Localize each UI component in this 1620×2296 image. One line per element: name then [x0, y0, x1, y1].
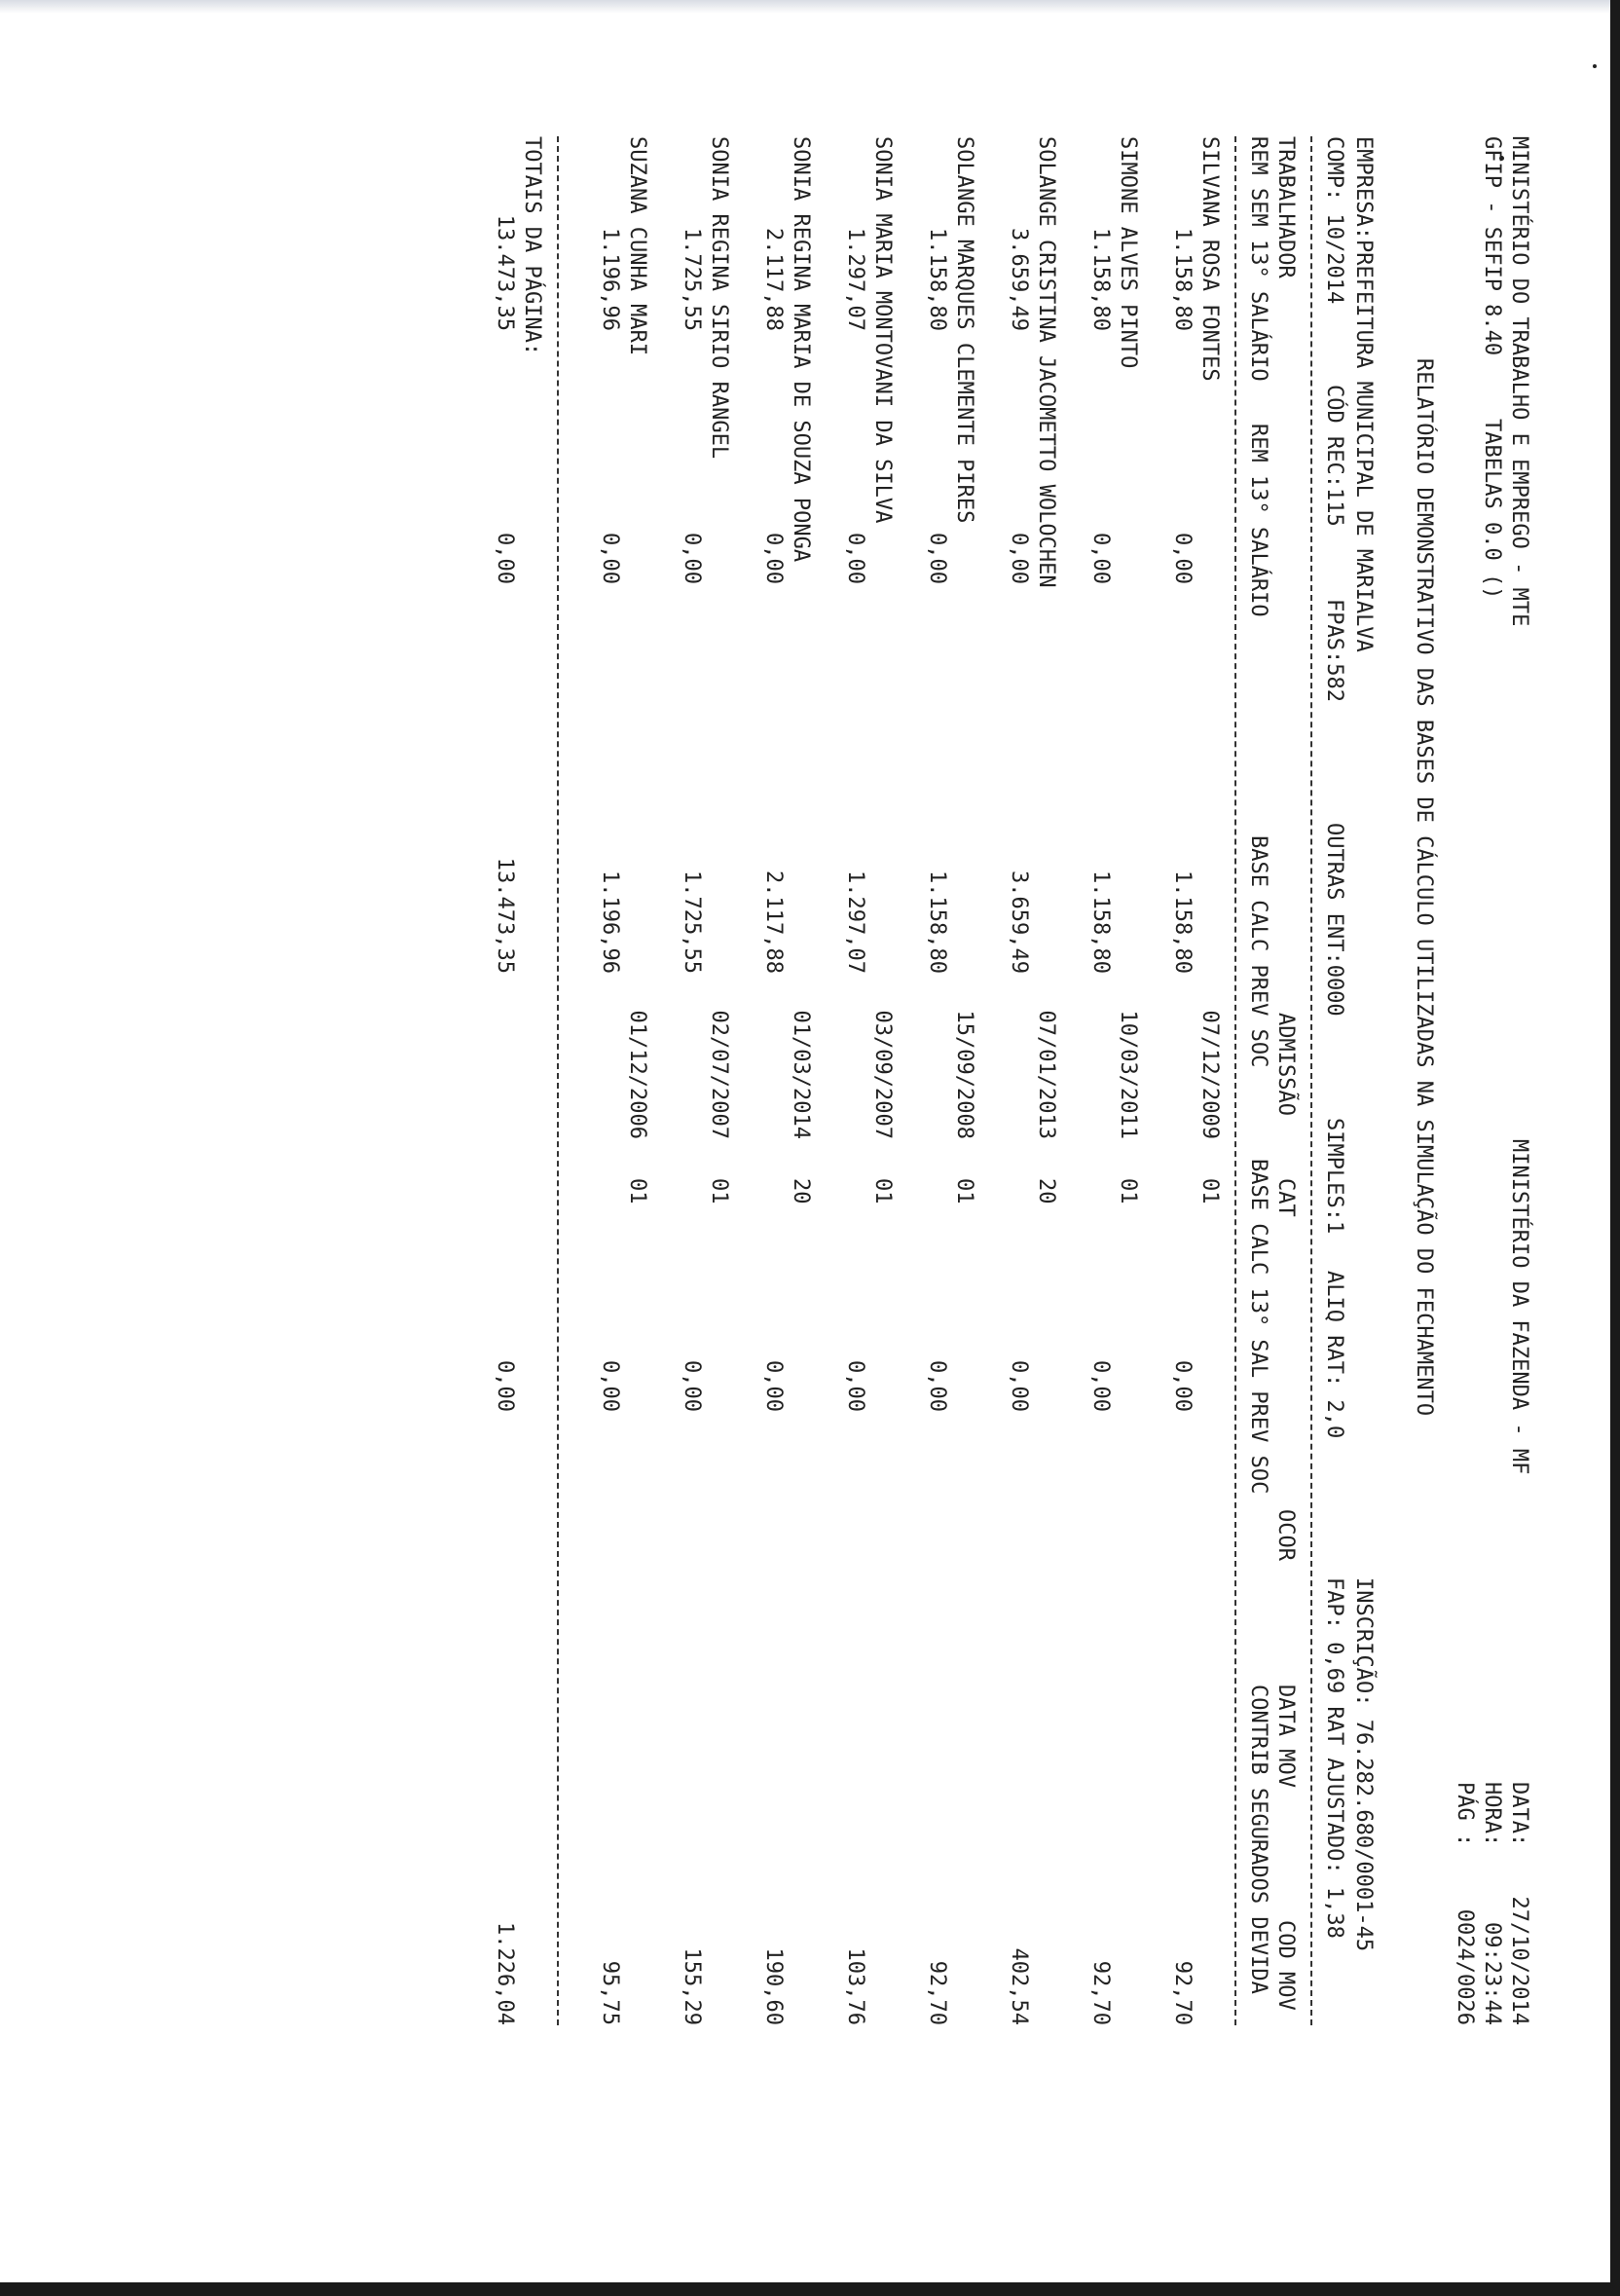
simples: SIMPLES:1 — [1322, 1118, 1346, 1235]
page-label: PÁG : — [1453, 1782, 1477, 1847]
contrib-devida: 190,60 — [761, 1947, 786, 2025]
report-time: 09:23:44 — [1480, 1922, 1504, 2025]
base-calc-prev: 1.725,55 — [680, 870, 704, 974]
admission-date: 01/03/2014 — [789, 1010, 813, 1139]
divider — [1234, 136, 1236, 2025]
fap: FAP: 0,69 RAT AJUSTADO: 1,38 — [1322, 1577, 1346, 1939]
base-calc-13: 0,00 — [598, 1360, 622, 1412]
col-admissao: ADMISSÃO — [1273, 1013, 1298, 1116]
category: 01 — [952, 1178, 976, 1204]
ministry-right: MINISTÉRIO DA FAZENDA - MF — [1507, 1139, 1531, 1475]
rem-13: 0,00 — [1088, 533, 1113, 584]
base-calc-13: 0,00 — [1088, 1360, 1113, 1412]
scan-right-edge — [1610, 0, 1620, 2296]
contrib-devida: 95,75 — [598, 1960, 622, 2025]
base-calc-13: 0,00 — [1170, 1360, 1195, 1412]
rem-13: 0,00 — [680, 533, 704, 584]
contrib-devida: 155,29 — [680, 1947, 704, 2025]
rem-sem-13: 3.659,49 — [1007, 228, 1031, 331]
contrib-devida: 92,70 — [1088, 1960, 1113, 2025]
company-name: EMPRESA:PREFEITURA MUNICIPAL DE MARIALVA — [1351, 136, 1376, 652]
base-calc-prev: 1.196,96 — [598, 870, 622, 974]
contrib-devida: 92,70 — [1170, 1960, 1195, 2025]
rem-sem-13: 2.117,88 — [761, 228, 786, 331]
date-label: DATA: — [1507, 1782, 1531, 1847]
category: 01 — [625, 1178, 649, 1204]
scan-top-edge — [0, 0, 1620, 14]
worker-name: SOLANGE CRISTINA JACOMETTO WOLOCHEN — [1034, 136, 1058, 588]
worker-name: SUZANA CUNHA MARI — [625, 136, 649, 356]
totals-label: TOTAIS DA PÁGINA: — [520, 136, 544, 356]
scan-bottom-edge — [0, 2282, 1620, 2296]
base-calc-13: 0,00 — [761, 1360, 786, 1412]
base-calc-prev: 1.158,80 — [1170, 870, 1195, 974]
rem-sem-13: 1.196,96 — [598, 228, 622, 331]
tables-version: TABELAS 0.0 () — [1480, 419, 1504, 600]
scan-speck — [1593, 64, 1597, 68]
category: 20 — [789, 1178, 813, 1204]
rem-13: 0,00 — [1007, 533, 1031, 584]
rem-13: 0,00 — [1170, 533, 1195, 584]
base-calc-13: 0,00 — [680, 1360, 704, 1412]
rem-13: 0,00 — [598, 533, 622, 584]
outras-ent: OUTRAS ENT:0000 — [1322, 823, 1346, 1017]
category: 01 — [1116, 1178, 1140, 1204]
contrib-devida: 402,54 — [1007, 1947, 1031, 2025]
base-calc-prev: 1.158,80 — [925, 870, 949, 974]
base-calc-13: 0,00 — [843, 1360, 867, 1412]
rem-sem-13: 1.297,07 — [843, 228, 867, 331]
aliq-rat: ALIQ RAT: 2,0 — [1322, 1271, 1346, 1439]
category: 20 — [1034, 1178, 1058, 1204]
col-trabalhador: TRABALHADOR — [1273, 136, 1298, 278]
report-date: 27/10/2014 — [1507, 1896, 1531, 2025]
rem-sem-13: 1.158,80 — [1170, 228, 1195, 331]
ministry-left: MINISTÉRIO DO TRABALHO E EMPREGO - MTE — [1507, 136, 1531, 627]
base-calc-13: 0,00 — [1007, 1360, 1031, 1412]
total-rem-13: 0,00 — [493, 533, 517, 584]
rem-sem-13: 1.158,80 — [1088, 228, 1113, 331]
rem-sem-13: 1.158,80 — [925, 228, 949, 331]
total-rem-sem-13: 13.473,35 — [493, 214, 517, 331]
admission-date: 02/07/2007 — [707, 1010, 731, 1139]
category: 01 — [1197, 1178, 1222, 1204]
comp-period: COMP: 10/2014 — [1322, 136, 1346, 305]
col-contrib: CONTRIB SEGURADOS DEVIDA — [1246, 1685, 1270, 1994]
col-cat: CAT — [1273, 1178, 1298, 1217]
base-calc-prev: 2.117,88 — [761, 870, 786, 974]
company-inscricao: INSCRIÇÃO: 76.282.680/0001-45 — [1351, 1577, 1376, 1952]
report-title: RELATÓRIO DEMONSTRATIVO DAS BASES DE CÁLCULO UTILIZADAS NA SIMULAÇÃO DO FECHAMENTO — [1412, 358, 1436, 1417]
admission-date: 15/09/2008 — [952, 1010, 976, 1139]
category: 01 — [870, 1178, 895, 1204]
system-version: GFIP - SEFIP 8.40 — [1480, 136, 1504, 356]
col-rem-sem-13: REM SEM 13° SALÁRIO — [1246, 136, 1270, 382]
rem-13: 0,00 — [843, 533, 867, 584]
rem-13: 0,00 — [761, 533, 786, 584]
base-calc-13: 0,00 — [925, 1360, 949, 1412]
worker-name: SONIA REGINA MARIA DE SOUZA PONGA — [789, 136, 813, 563]
col-base-calc-13: BASE CALC 13° SAL PREV SOC — [1246, 1159, 1270, 1495]
worker-name: SONIA MARIA MONTOVANI DA SILVA — [870, 136, 895, 524]
admission-date: 01/12/2006 — [625, 1010, 649, 1139]
total-contrib-devida: 1.226,04 — [493, 1922, 517, 2025]
total-base-calc-13: 0,00 — [493, 1360, 517, 1412]
rem-13: 0,00 — [925, 533, 949, 584]
admission-date: 07/01/2013 — [1034, 1010, 1058, 1139]
base-calc-prev: 3.659,49 — [1007, 870, 1031, 974]
worker-name: SOLANGE MARQUES CLEMENTE PIRES — [952, 136, 976, 524]
base-calc-prev: 1.158,80 — [1088, 870, 1113, 974]
base-calc-prev: 1.297,07 — [843, 870, 867, 974]
admission-date: 10/03/2011 — [1116, 1010, 1140, 1139]
contrib-devida: 92,70 — [925, 1960, 949, 2025]
fpas: FPAS:582 — [1322, 599, 1346, 702]
divider — [1310, 136, 1312, 2025]
col-data-mov: DATA MOV — [1273, 1685, 1298, 1788]
admission-date: 03/09/2007 — [870, 1010, 895, 1139]
divider — [557, 136, 559, 2025]
rem-sem-13: 1.725,55 — [680, 228, 704, 331]
admission-date: 07/12/2009 — [1197, 1010, 1222, 1139]
total-base-calc-prev: 13.473,35 — [493, 857, 517, 974]
worker-name: SONIA REGINA SIRIO RANGEL — [707, 136, 731, 460]
worker-name: SILVANA ROSA FONTES — [1197, 136, 1222, 382]
contrib-devida: 103,76 — [843, 1947, 867, 2025]
report-sheet — [364, 136, 1532, 2142]
category: 01 — [707, 1178, 731, 1204]
time-label: HORA: — [1480, 1782, 1504, 1847]
col-rem-13: REM 13° SALÁRIO — [1246, 424, 1270, 617]
worker-name: SIMONE ALVES PINTO — [1116, 136, 1140, 369]
page-number: 0024/0026 — [1453, 1908, 1477, 2025]
cod-rec: CÓD REC:115 — [1322, 385, 1346, 527]
col-cod-mov: COD MOV — [1273, 1920, 1298, 2011]
col-base-calc-prev: BASE CALC PREV SOC — [1246, 835, 1270, 1068]
col-ocor: OCOR — [1273, 1509, 1298, 1561]
